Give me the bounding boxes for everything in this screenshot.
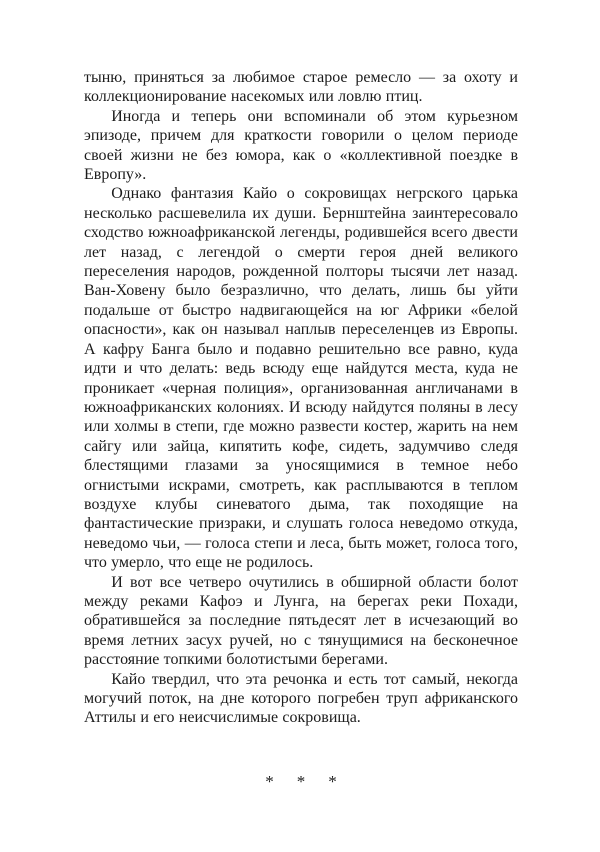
paragraph: Однако фантазия Кайо о сокровищах негрского царька несколько расшевелила их души. Бернштейна заинтересовало сходство южноафриканской легенды, родившейся всего двести лет назад, с легендой о смерти героя дней великого переселения народов, рожденной полторы тысячи лет назад. Ван-Ховену было безразлично, что делать, лишь бы уйти подальше от быстро надвигающейся на юг Африки «белой опасности», как он называл наплыв переселенцев из Европы. А кафру Банга было и подавно решительно все равно, куда идти и что делать: ведь всюду еще найдутся места, куда не проникает «черная полиция», организованная англичанами в южноафриканских колониях. И всюду найдутся поляны в лесу или холмы в степи, где можно развести костер, жарить на нем сайгу или зайца, кипятить кофе, сидеть, задумчиво следя блестящими глазами за уносящимися в темное небо огнистыми искрами, смотреть, как расплываются в теплом воздухе клубы синеватого дыма, так походящие на фантастические призраки, и слушать голоса неведомо откуда, неведомо чьи, — голоса степи и леса, быть может, голоса того, что умерло, что еще не родилось. bbox=[84, 185, 518, 572]
paragraph: тыню, приняться за любимое старое ремесло — за охоту и коллекционирование насекомых или ловлю птиц. bbox=[84, 69, 518, 106]
paragraph: Кайо твердил, что эта речонка и есть тот самый, некогда могучий поток, на дне которого погребен труп африканского Аттилы и его неисчислимые сокровища. bbox=[84, 670, 518, 727]
paragraph: Иногда и теперь они вспоминали об этом курьезном эпизоде, причем для краткости говорили о целом периоде своей жизни не без юмора, как о «коллективной поездке в Европу». bbox=[84, 107, 518, 184]
paragraph: И вот все четверо очутились в обширной области болот между реками Кафоэ и Лунга, на берегах реки Похади, обратившейся за последние пятьдесят лет в исчезающий во время летних засух ручей, но с тянущимися на бесконечное расстояние топкими болотистыми берегами. bbox=[84, 573, 518, 669]
section-separator: * * * bbox=[265, 771, 337, 791]
text-block bbox=[84, 68, 518, 791]
